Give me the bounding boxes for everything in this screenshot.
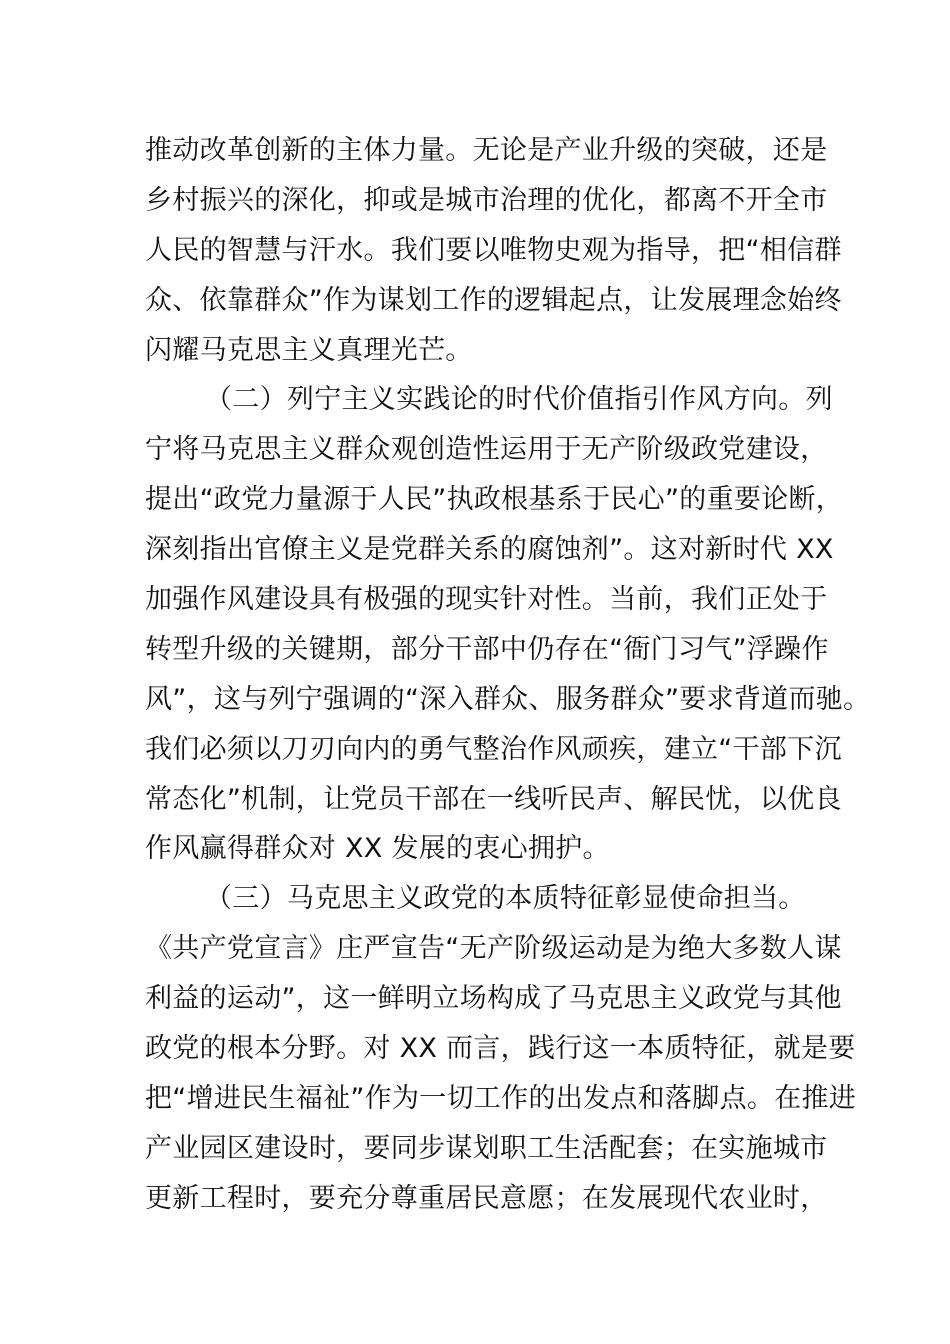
text-line: 闪耀马克思主义真理光芒。: [145, 334, 473, 366]
text-line: 产业园区建设时，要同步谋划职工生活配套；在实施城市: [145, 1132, 828, 1164]
text-line: 常态化”机制，让党员干部在一线听民声、解民忧，以优良: [145, 783, 842, 815]
text-line: 《共产党宣言》庄严宣告“无产阶级运动是为绝大多数人谋: [145, 933, 842, 965]
text-line: 政党的根本分野。对 XX 而言，践行这一本质特征，就是要: [145, 1033, 856, 1065]
text-line: 更新工程时，要充分尊重居民意愿；在发展现代农业时，: [145, 1182, 828, 1214]
text-line: 推动改革创新的主体力量。无论是产业升级的突破，还是: [145, 135, 828, 166]
text-line: 宁将马克思主义群众观创造性运用于无产阶级政党建设，: [145, 434, 828, 466]
text-line: 作风赢得群众对 XX 发展的衷心拥护。: [145, 833, 610, 865]
document-body: [145, 126, 871, 1224]
text-line: 人民的智慧与汗水。我们要以唯物史观为指导，把“相信群: [145, 234, 842, 266]
text-line: 乡村振兴的深化，抑或是城市治理的优化，都离不开全市: [145, 184, 828, 216]
section-heading-line: （二）列宁主义实践论的时代价值指引作风方向。列: [205, 384, 833, 416]
text-line: 加强作风建设具有极强的现实针对性。当前，我们正处于: [145, 584, 828, 616]
text-line: 把“增进民生福祉”作为一切工作的出发点和落脚点。在推进: [145, 1082, 857, 1114]
text-line: 众、依靠群众”作为谋划工作的逻辑起点，让发展理念始终: [145, 284, 842, 316]
section-heading-line: （三）马克思主义政党的本质特征彰显使命担当。: [205, 883, 806, 915]
text-line: 利益的运动”，这一鲜明立场构成了马克思主义政党与其他: [145, 983, 842, 1015]
text-line: 风”，这与列宁强调的“深入群众、服务群众”要求背道而驰。: [145, 683, 871, 715]
text-line: 深刻指出官僚主义是党群关系的腐蚀剂”。这对新时代 XX: [145, 534, 834, 566]
text-line: 提出“政党力量源于人民”执政根基系于民心”的重要论断，: [145, 484, 844, 516]
text-line: 我们必须以刀刃向内的勇气整治作风顽疾，建立“干部下沉: [145, 733, 842, 765]
text-line: 转型升级的关键期，部分干部中仍存在“衙门习气”浮躁作: [145, 633, 829, 665]
